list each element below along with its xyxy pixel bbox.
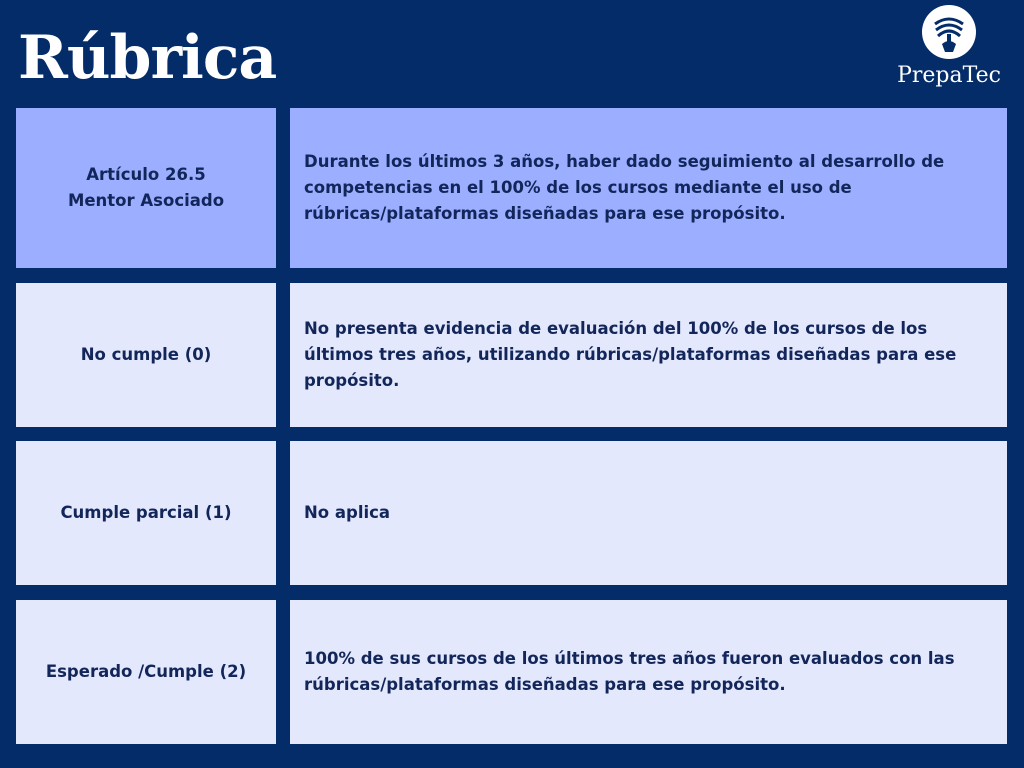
level-label: No cumple (0) [16, 283, 276, 427]
level-description: 100% de sus cursos de los últimos tres años fueron evaluados con las rúbricas/plataformas diseñadas para ese propósito. [290, 600, 1007, 744]
rubric-row-esperado [16, 600, 1007, 744]
rubric-row-cumple-parcial [16, 441, 1007, 585]
article-number: Artículo 26.5 [86, 165, 206, 184]
page-title: Rúbrica [18, 23, 277, 93]
article-role: Mentor Asociado [67, 191, 225, 210]
prepatec-logo [890, 4, 1008, 96]
article-label-cell [16, 108, 276, 268]
level-label: Esperado /Cumple (2) [16, 600, 276, 744]
level-label: Cumple parcial (1) [16, 441, 276, 585]
criterion-description: Durante los últimos 3 años, haber dado seguimiento al desarrollo de competencias en el 100% de los cursos mediante el uso de rúbricas/plataformas diseñadas para ese propósito. [290, 108, 1007, 268]
logo-text: PrepaTec [897, 63, 1001, 88]
rubric-header-row [16, 108, 1007, 268]
level-description: No aplica [290, 441, 1007, 585]
rubric-row-no-cumple [16, 283, 1007, 427]
level-description: No presenta evidencia de evaluación del 100% de los cursos de los últimos tres años, utilizando rúbricas/plataformas diseñadas para ese propósito. [290, 283, 1007, 427]
flame-emblem-icon [921, 4, 977, 60]
